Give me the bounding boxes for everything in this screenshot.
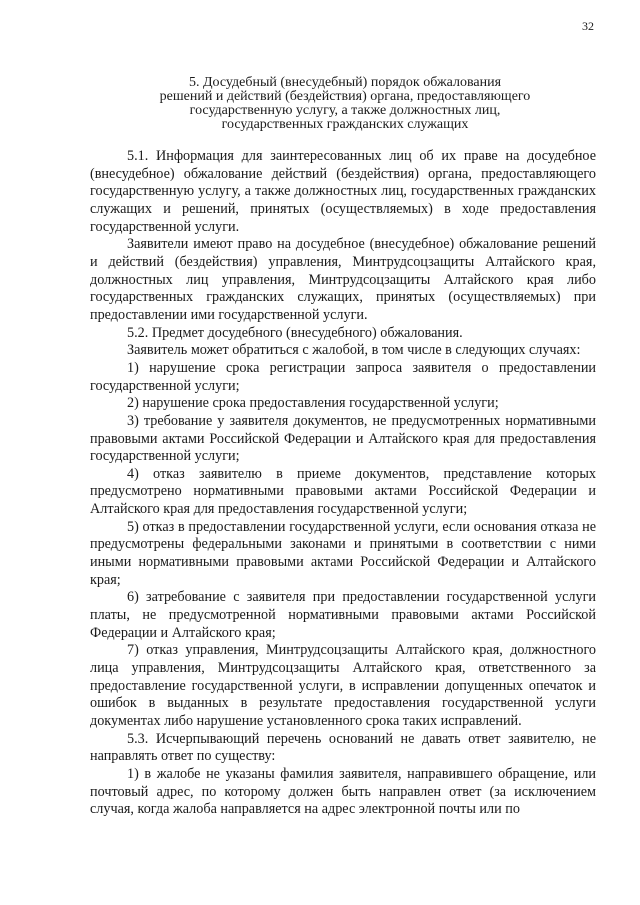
paragraph-complaint-cases: Заявитель может обратиться с жалобой, в том числе в следующих случаях: [127,342,581,359]
section-heading [90,76,600,132]
heading-line: решений и действий (бездействия) органа, предоставляющего [159,89,531,104]
page-number: 32 [582,19,594,33]
list-item-3: 3) требование у заявителя документов, не предусмотренных нормативными правовыми актами Российской Федерации и Алтайского края для предоставления государственной услуги; [90,412,596,465]
paragraph-5-2: 5.2. Предмет досудебного (внесудебного) обжалования. [127,324,463,341]
heading-line: государственную услугу, а также должностных лиц, [189,103,501,118]
list-item-1: 1) нарушение срока регистрации запроса заявителя о предоставлении государственной услуги; [90,359,596,394]
list-item-5-3-1: 1) в жалобе не указаны фамилия заявителя, направившего обращение, или почтовый адрес, по которому должен быть направлен ответ (за исключением случая, когда жалоба направляется на адрес электронной почты или по [90,765,596,818]
paragraph-5-3: 5.3. Исчерпывающий перечень оснований не давать ответ заявителю, не направлять ответ по существу: [90,730,596,765]
document-body [90,148,596,819]
list-item-7: 7) отказ управления, Минтрудсоцзащиты Алтайского края, должностного лица управления, Минтрудсоцзащиты Алтайского края, ответственного за предоставление государственной услуги, в исправлении допущенных опечаток и ошибок в выданных в результате предоставления государственной услуги документах либо нарушение установленного срока таких исправлений. [90,642,596,729]
paragraph-appeal-right: Заявители имеют право на досудебное (внесудебное) обжалование решений и действий (бездействия) управления, Минтрудсоцзащиты Алтайского края, должностных лиц управления, Минтрудсоцзащиты Алтайского края либо государственных гражданских служащих, принятых (осуществляемых) при предоставлении ими государственной услуги. [90,236,596,323]
list-item-5: 5) отказ в предоставлении государственной услуги, если основания отказа не предусмотрены федеральными законами и принятыми в соответствии с ними иными нормативными правовыми актами Российской Федерации и Алтайского края; [90,518,596,588]
heading-line: 5. Досудебный (внесудебный) порядок обжалования [188,75,502,90]
heading-line: государственных гражданских служащих [221,117,469,132]
list-item-4: 4) отказ заявителю в приеме документов, представление которых предусмотрено нормативными правовыми актами Российской Федерации и Алтайского края для предоставления государственной услуги; [90,465,596,518]
list-item-2: 2) нарушение срока предоставления государственной услуги; [127,395,499,412]
paragraph-5-1: 5.1. Информация для заинтересованных лиц об их праве на досудебное (внесудебное) обжалование действий (бездействия) органа, предоставляющего государственную услугу, а также должностных лиц, государственных гражданских служащих и решений, принятых (осуществляемых) в ходе предоставления государственной услуги. [90,148,596,235]
list-item-6: 6) затребование с заявителя при предоставлении государственной услуги платы, не предусмотренной нормативными правовыми актами Российской Федерации и Алтайского края; [90,589,596,641]
